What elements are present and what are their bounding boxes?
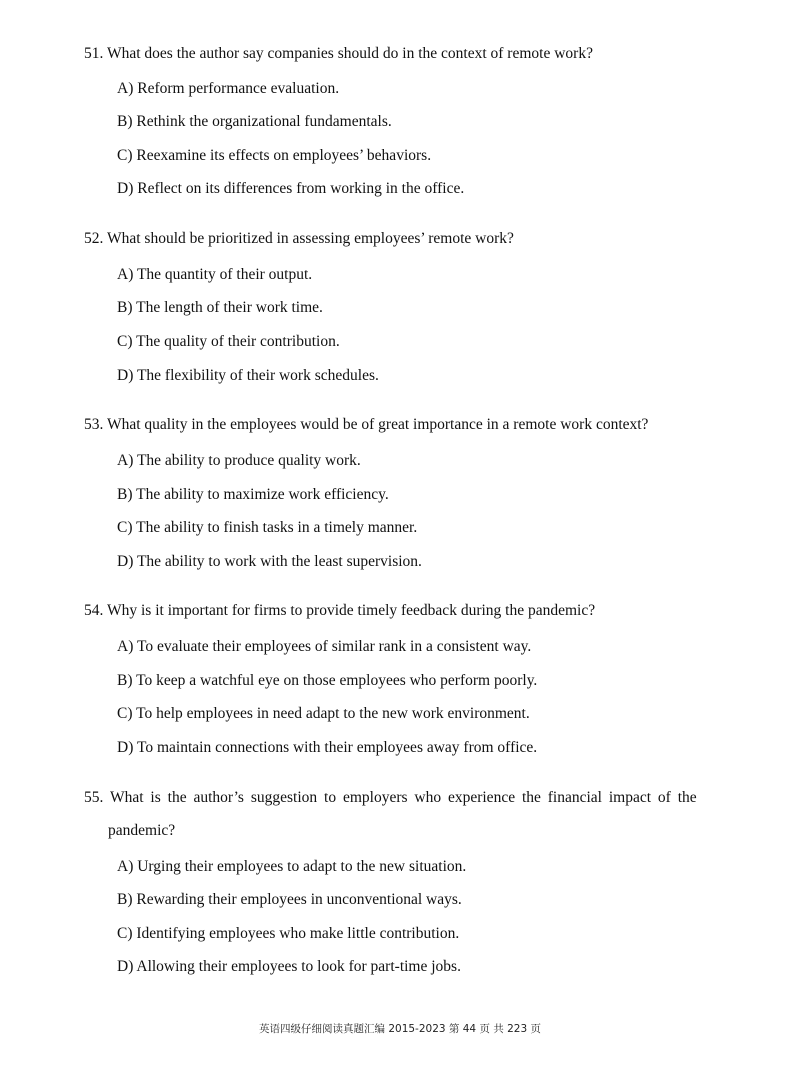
option-c: C) Reexamine its effects on employees’ behaviors. xyxy=(117,147,432,164)
question-text: What is the author’s suggestion to employers who experience the financial impact of the xyxy=(109,789,697,806)
question-number: 51. xyxy=(84,45,104,62)
option-d: D) Reflect on its differences from working in the office. xyxy=(117,180,465,197)
question-text: What does the author say companies should do in the context of remote work? xyxy=(106,45,593,62)
option-b: B) The ability to maximize work efficiency. xyxy=(117,486,389,503)
question-stem xyxy=(84,229,724,249)
question-number: 52. xyxy=(84,230,104,247)
option-d: D) The ability to work with the least supervision. xyxy=(117,553,422,570)
option-d: D) Allowing their employees to look for part-time jobs. xyxy=(117,958,461,975)
option-a: A) The quantity of their output. xyxy=(117,266,313,283)
question-text: What should be prioritized in assessing employees’ remote work? xyxy=(106,230,514,247)
option-a: A) The ability to produce quality work. xyxy=(117,452,361,469)
question-number: 55. xyxy=(84,789,104,806)
option-c: C) Identifying employees who make little contribution. xyxy=(117,925,460,942)
question-number: 54. xyxy=(84,602,104,619)
option-b: B) Rewarding their employees in unconventional ways. xyxy=(117,891,462,908)
question-stem xyxy=(84,415,724,435)
option-c: C) The ability to finish tasks in a timely manner. xyxy=(117,519,418,536)
question-text-continued: pandemic? xyxy=(108,822,176,839)
question-number: 53. xyxy=(84,416,104,433)
option-d: D) To maintain connections with their employees away from office. xyxy=(117,739,538,756)
option-b: B) To keep a watchful eye on those employees who perform poorly. xyxy=(117,672,538,689)
page-footer: 英语四级仔细阅读真题汇编 2015-2023 第 44 页 共 223 页 xyxy=(259,1023,541,1035)
option-c: C) The quality of their contribution. xyxy=(117,333,340,350)
question-text: What quality in the employees would be of great importance in a remote work context? xyxy=(106,416,649,433)
option-c: C) To help employees in need adapt to the new work environment. xyxy=(117,705,530,722)
option-a: A) To evaluate their employees of similar rank in a consistent way. xyxy=(117,638,532,655)
option-a: A) Urging their employees to adapt to the new situation. xyxy=(117,858,467,875)
question-stem xyxy=(84,788,724,808)
question-stem xyxy=(84,44,724,64)
option-b: B) The length of their work time. xyxy=(117,299,323,316)
question-stem xyxy=(84,601,724,621)
option-b: B) Rethink the organizational fundamentals. xyxy=(117,113,392,130)
option-d: D) The flexibility of their work schedules. xyxy=(117,367,379,384)
question-text: Why is it important for firms to provide timely feedback during the pandemic? xyxy=(106,602,596,619)
option-a: A) Reform performance evaluation. xyxy=(117,80,340,97)
